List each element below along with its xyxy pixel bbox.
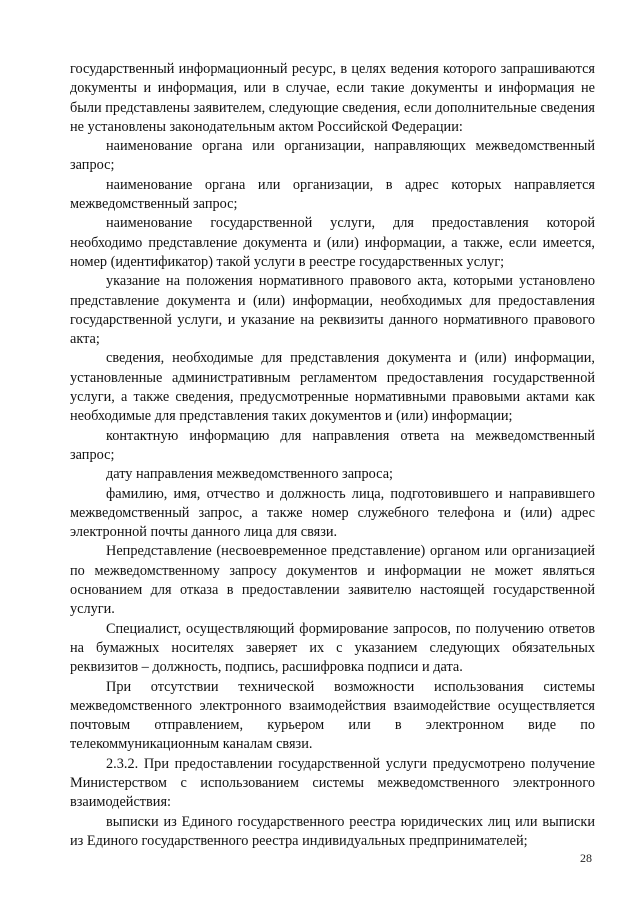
paragraph-9: фамилию, имя, отчество и должность лица, подготовившего и направившего межведомственный запрос, а также номер служебного телефона и (или) адрес электронной почты данного лица для связи. <box>70 485 595 541</box>
paragraph-6: сведения, необходимые для представления документа и (или) информации, установленные административным регламентом предоставления государственной услуги, а также сведения, предусмотренные нормативными правовыми актами как необходимые для представления таких документов и (или) информации; <box>70 350 595 425</box>
paragraph-2: наименование органа или организации, направляющих межведомственный запрос; <box>70 138 595 174</box>
paragraph-3: наименование органа или организации, в адрес которых направляется межведомственный запрос; <box>70 176 595 213</box>
paragraph-12: При отсутствии технической возможности использования системы межведомственного электронного взаимодействия взаимодействие осуществляется почтовым отправлением, курьером или в электронном виде по телекоммуникационным каналам связи. <box>70 678 595 753</box>
page-number: 28 <box>580 851 592 865</box>
paragraph-1: государственный информационный ресурс, в целях ведения которого запрашиваются документы и информация, или в случае, если такие документы и информация не были представлены заявителем, следующие сведения, если дополнительные сведения не установлены законодательным актом Российской Федерации: <box>70 61 595 135</box>
document-body <box>70 60 595 851</box>
paragraph-8: дату направления межведомственного запроса; <box>106 466 394 483</box>
paragraph-14: выписки из Единого государственного реестра юридических лиц или выписки из Единого государственного реестра индивидуальных предпринимателей; <box>70 813 595 849</box>
paragraph-13: 2.3.2. При предоставлении государственной услуги предусмотрено получение Министерством с использованием системы межведомственного электронного взаимодействия: <box>70 755 595 811</box>
paragraph-10: Непредставление (несвоевременное представление) органом или организацией по межведомственному запросу документов и информации не может являться основанием для отказа в предоставлении заявителю настоящей государственной услуги. <box>70 543 595 618</box>
paragraph-5: указание на положения нормативного правового акта, которыми установлено представление документа и (или) информации, необходимых для предоставления государственной услуги, и указание на реквизиты данного нормативного правового акта; <box>70 273 595 348</box>
paragraph-4: наименование государственной услуги, для предоставления которой необходимо представление документа и (или) информации, а также, если имеется, номер (идентификатор) такой услуги в реестре государственных услуг; <box>70 215 595 270</box>
paragraph-11: Специалист, осуществляющий формирование запросов, по получению ответов на бумажных носителях заверяет их с указанием следующих обязательных реквизитов – должность, подпись, расшифровка подписи и дата. <box>70 620 595 676</box>
paragraph-7: контактную информацию для направления ответа на межведомственный запрос; <box>70 427 595 463</box>
